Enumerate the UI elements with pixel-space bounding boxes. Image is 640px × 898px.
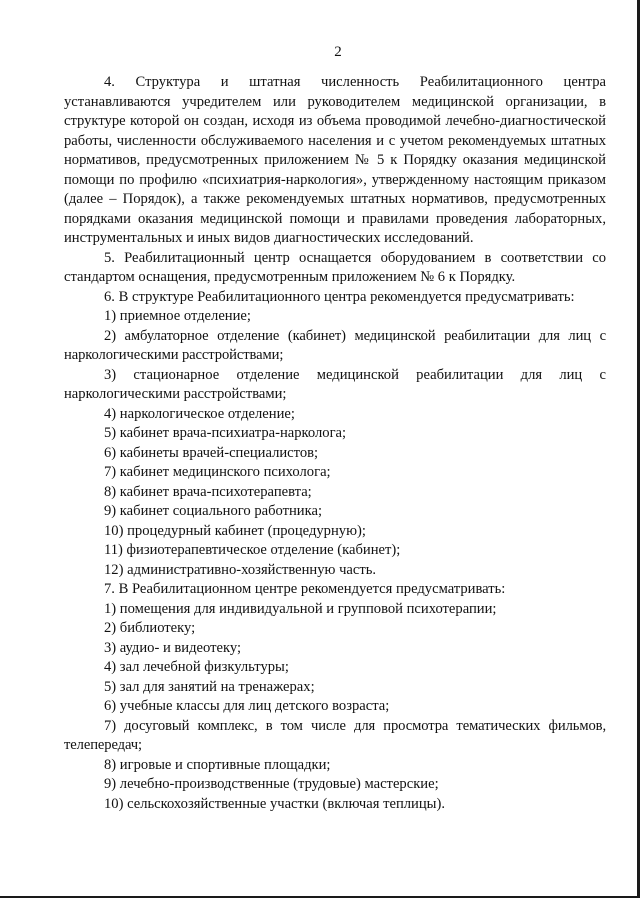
list-item: 11) физиотерапевтическое отделение (кабинет);: [104, 542, 401, 558]
list-item: 10) сельскохозяйственные участки (включая теплицы).: [104, 795, 445, 812]
list-item: 5) кабинет врача-психиатра-нарколога;: [104, 425, 347, 441]
paragraph-4-structure: 4. Структура и штатная численность Реабилитационного центра устанавливаются учредителем или руководителем медицинской организации, в структуре которой он создан, исходя из объема проводимой лечебно-диагностической работы, численности обслуживаемого населения и с учетом рекомендуемых штатных нормативов, предусмотренных приложением № 5 к Порядку оказания медицинской помощи по профилю «психиатрия-наркология», утвержденному настоящим приказом (далее – Порядок), а также рекомендуемых штатных нормативов, предусмотренных порядками оказания медицинской помощи и правилами проведения лабораторных, инструментальных и иных видов диагностических исследований.: [64, 74, 606, 246]
paragraph-5-equipment: 5. Реабилитационный центр оснащается оборудованием в соответствии со стандартом оснащения, предусмотренным приложением № 6 к Порядку.: [64, 249, 606, 285]
list-item: 3) стационарное отделение медицинской реабилитации для лиц с наркологическими расстройствами;: [64, 366, 606, 402]
list-item: 6) кабинеты врачей-специалистов;: [104, 444, 319, 461]
list-item: 7) досуговый комплекс, в том числе для просмотра тематических фильмов, телепередач;: [64, 717, 606, 753]
list-item: 10) процедурный кабинет (процедурную);: [104, 522, 366, 539]
document-body: [64, 73, 606, 814]
list-item: 12) административно-хозяйственную часть.: [104, 561, 377, 578]
list-item: 8) кабинет врача-психотерапевта;: [104, 483, 312, 500]
paragraph-7-intro: 7. В Реабилитационном центре рекомендуется предусматривать:: [104, 581, 506, 597]
list-item: 3) аудио- и видеотеку;: [104, 639, 242, 656]
list-item: 7) кабинет медицинского психолога;: [104, 464, 331, 480]
list-item: 9) кабинет социального работника;: [104, 503, 323, 519]
list-item: 4) наркологическое отделение;: [104, 405, 295, 422]
list-item: 5) зал для занятий на тренажерах;: [104, 678, 315, 695]
list-item: 4) зал лечебной физкультуры;: [104, 659, 289, 675]
list-item: 1) приемное отделение;: [104, 308, 251, 324]
paragraph-6-intro: 6. В структуре Реабилитационного центра рекомендуется предусматривать:: [104, 288, 575, 305]
list-item: 2) амбулаторное отделение (кабинет) медицинской реабилитации для лиц с наркологическими расстройствами;: [64, 327, 606, 363]
list-item: 8) игровые и спортивные площадки;: [104, 756, 331, 773]
list-item: 2) библиотеку;: [104, 620, 196, 636]
list-item: 1) помещения для индивидуальной и групповой психотерапии;: [104, 600, 497, 617]
list-item: 9) лечебно-производственные (трудовые) мастерские;: [104, 776, 439, 792]
list-item: 6) учебные классы для лиц детского возраста;: [104, 698, 390, 714]
page-number: 2: [334, 44, 342, 60]
